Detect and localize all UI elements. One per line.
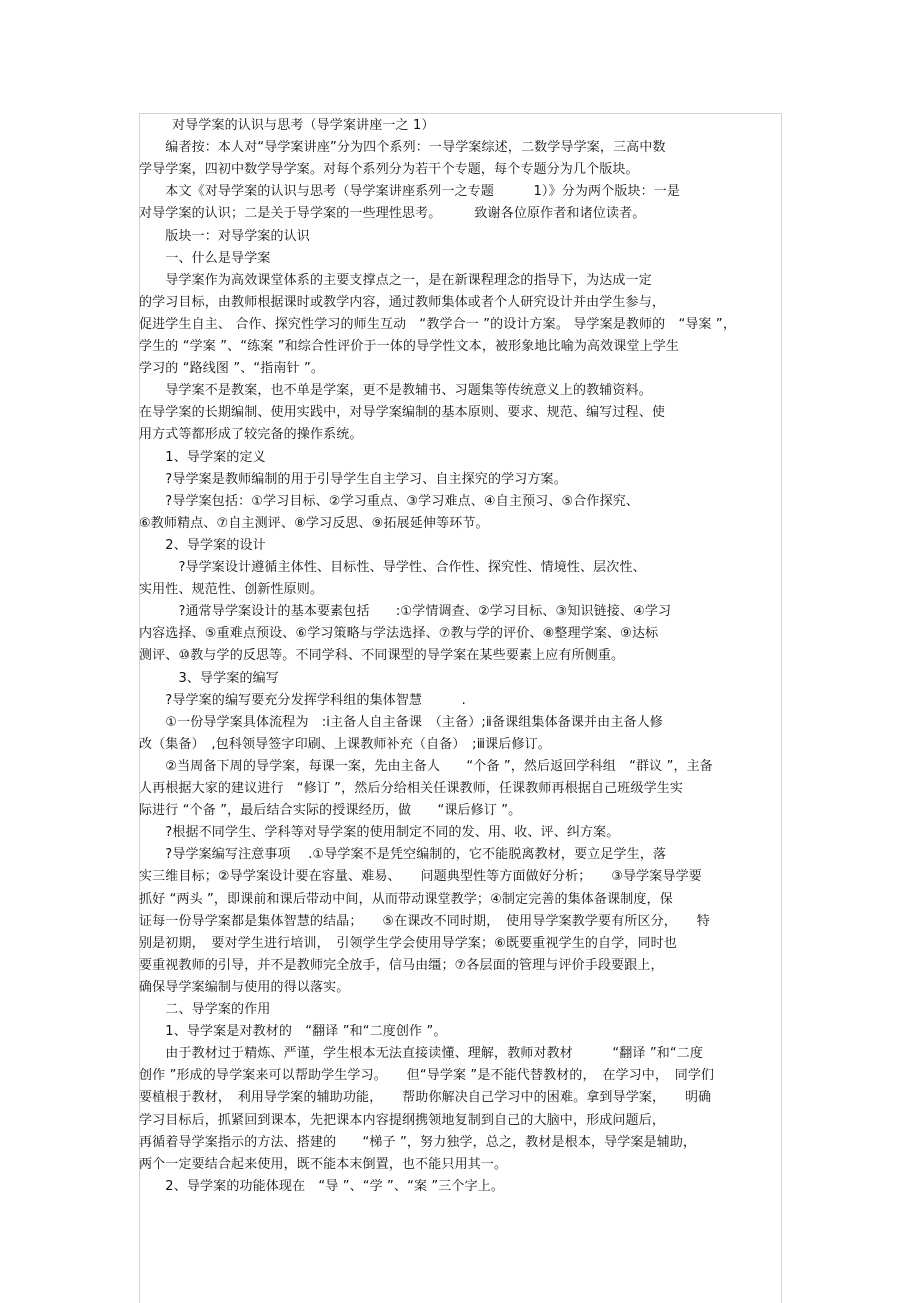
text-line: 促进学生自主、 合作、探究性学习的师生互动 “教学合一 ”的设计方案。 导学案是教师的 “导案 ”， (139, 317, 736, 332)
text-line: ⑥教师精点、⑦自主测评、⑧学习反思、⑨拓展延伸等环节。 (139, 516, 489, 531)
text-line: 确保导学案编制与使用的得以落实。 (139, 980, 350, 995)
text-line: 1、导学案是对教材的 “翻译 ”和“二度创作 ”。 (139, 1024, 447, 1039)
text-line: ?通常导学案设计的基本要素包括 :①学情调查、②学习目标、③知识链接、④学习 (139, 604, 672, 619)
text-line: ?导学案是教师编制的用于引导学生自主学习、自主探究的学习方案。 (139, 472, 567, 487)
text-line: 3、导学案的编写 (139, 671, 279, 686)
text-line: 抓好 “两头 ”，即课前和课后带动中间，从而带动课堂教学；④制定完善的集体备课制度，保 (139, 892, 673, 907)
text-line: 实三维目标；②导学案设计要在容量、难易、 问题典型性等方面做好分析； ③导学案导学要 (139, 869, 702, 884)
text-line: 要重视教师的引导，并不是教师完全放手，信马由缰；⑦各层面的管理与评价手段要跟上， (139, 958, 664, 973)
text-line: 导学案作为高效课堂体系的主要支撑点之一，是在新课程理念的指导下，为达成一定 (139, 273, 652, 288)
text-line: ?导学案设计遵循主体性、目标性、导学性、合作性、探究性、情境性、层次性、 (139, 560, 646, 575)
text-line: 2、导学案的功能体现在 “导 ”、“学 ”、“案 ”三个字上。 (139, 1179, 505, 1194)
text-line: 证每一份导学案都是集体智慧的结晶； ⑤在课改不同时期， 使用导学案教学要有所区分， 特 (139, 914, 710, 929)
text-line: 导学案不是教案，也不单是学案，更不是教辅书、习题集等传统意义上的教辅资料。 (139, 383, 652, 398)
text-line: 二、导学案的作用 (139, 1002, 271, 1017)
text-line: ①一份导学案具体流程为 :ⅰ主备人自主备课 （主备）;ⅱ备课组集体备课并由主备人修 (139, 715, 663, 730)
text-line: 学生的 “学案 ”、“练案 ”和综合性评价于一体的导学性文本，被形象地比喻为高效课堂上学生 (139, 339, 680, 354)
text-line: 1、导学案的定义 (139, 450, 266, 465)
text-line: 一、什么是导学案 (139, 251, 271, 266)
text-line: 创作 ”形成的导学案来可以帮助学生学习。 但“导学案 ”是不能代替教材的， 在学习中， 同学们 (139, 1068, 715, 1083)
text-line: 在导学案的长期编制、使用实践中，对导学案编制的基本原则、要求、规范、编写过程、使 (139, 405, 666, 420)
text-line: ?导学案编写注意事项 .①导学案不是凭空编制的，它不能脱离教材，要立足学生，落 (139, 847, 667, 862)
text-line: ?导学案的编写要充分发挥学科组的集体智慧 . (139, 693, 466, 708)
text-line: 人再根据大家的建议进行 “修订 ”，然后分给相关任课教师，任课教师再根据自己班级学生实 (139, 781, 684, 796)
text-line: 改（集备） ,包科领导签字印刷、上课教师补充（自备） ;ⅲ课后修订。 (139, 737, 551, 752)
text-line: ?根据不同学生、学科等对导学案的使用制定不同的发、用、收、评、纠方案。 (139, 825, 620, 840)
text-line: 由于教材过于精炼、严谨，学生根本无法直接读懂、理解，教师对教材 “翻译 ”和“二度 (139, 1046, 704, 1061)
text-line: 对导学案的认识；二是关于导学案的一些理性思考。 致谢各位原作者和诸位读者。 (139, 206, 646, 221)
document-title: 对导学案的认识与思考（导学案讲座一之 1） (172, 118, 435, 133)
text-line: 的学习目标，由教师根据课时或教学内容，通过教师集体或者个人研究设计并由学生参与， (139, 295, 666, 310)
text-line: 学导学案，四初中数学导学案。对每个系列分为若干个专题，每个专题分为几个版块。 (139, 162, 639, 177)
text-line: 内容选择、⑤重难点预设、⑥学习策略与学法选择、⑦教与学的评价、⑧整理学案、⑨达标 (139, 626, 659, 641)
text-line: 本文《对导学案的认识与思考（导学案讲座系列一之专题 1）》分为两个版块：一是 (139, 184, 681, 199)
text-line: ?导学案包括：①学习目标、②学习重点、③学习难点、④自主预习、⑤合作探究、 (139, 494, 640, 509)
text-line: 用方式等都形成了较完备的操作系统。 (139, 427, 363, 442)
text-line: 要植根于教材， 利用导学案的辅助功能， 帮助你解决自己学习中的困难。拿到导学案， 明确 (139, 1090, 712, 1105)
text-line: 测评、⑩教与学的反思等。不同学科、不同课型的导学案在某些要素上应有所侧重。 (139, 648, 625, 663)
text-line: 际进行 “个备 ”，最后结合实际的授课经历，做 “课后修订 ”。 (139, 803, 522, 818)
text-line: 2、导学案的设计 (139, 538, 266, 553)
text-line: 再循着导学案指示的方法、搭建的 “梯子 ”，努力独学，总之，教材是根本，导学案是辅助， (139, 1135, 697, 1150)
text-line: 版块一：对导学案的认识 (139, 229, 310, 244)
text-line: 编者按：本人对“导学案讲座”分为四个系列：一导学案综述，二数学导学案，三高中数 (139, 140, 666, 155)
text-line: 实用性、规范性、创新性原则。 (139, 582, 324, 597)
text-line: 两个一定要结合起来使用，既不能本末倒置，也不能只用其一。 (139, 1157, 508, 1172)
text-line: 学习目标后，抓紧回到课本，先把课本内容提纲携领地复制到自己的大脑中，形成问题后， (139, 1113, 666, 1128)
text-line: 学习的 “路线图 ”、“指南针 ”。 (139, 361, 325, 376)
text-line: 别是初期， 要对学生进行培训， 引领学生学会使用导学案；⑥既要重视学生的自学，同时也 (139, 936, 677, 951)
text-line: ②当周备下周的导学案，每课一案，先由主备人 “个备 ”，然后返回学科组 “群议 ”，主备 (139, 759, 713, 774)
